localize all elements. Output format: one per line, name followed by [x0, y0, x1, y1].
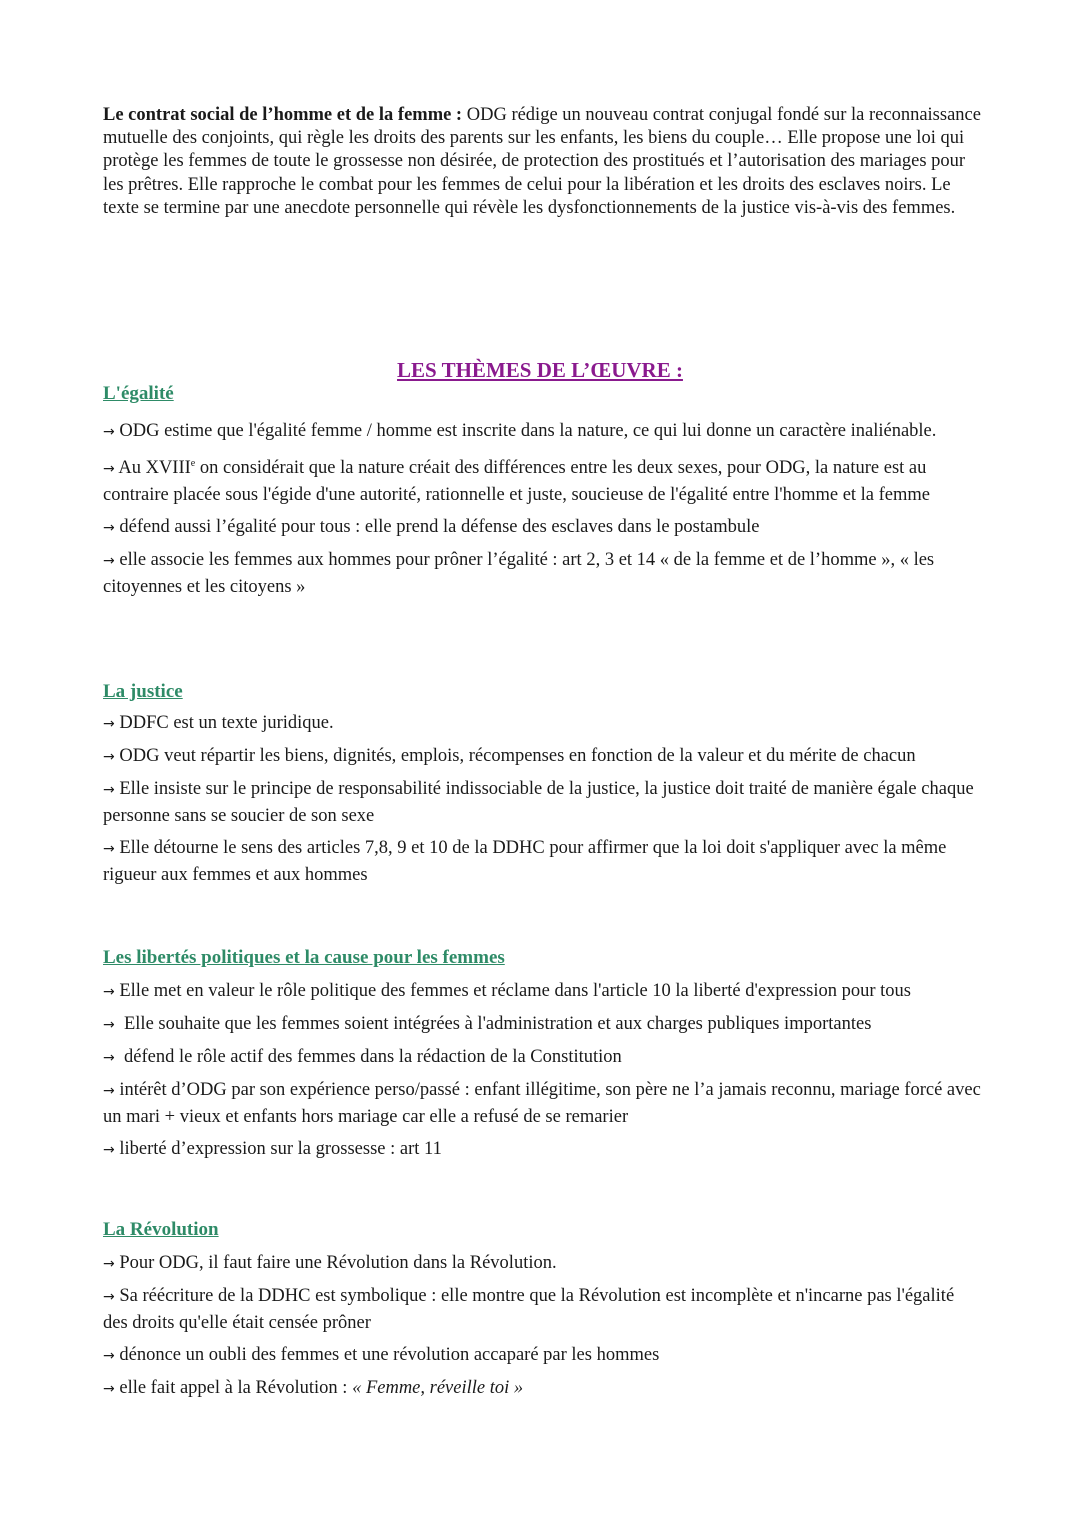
section-revolution — [103, 1250, 983, 1408]
section-libertes — [103, 978, 983, 1169]
intro-heading: Le contrat social de l’homme et de la femme : — [103, 105, 463, 125]
arrow-icon: → — [103, 841, 115, 857]
list-item: → dénonce un oubli des femmes et une révolution accaparé par les hommes — [103, 1345, 660, 1365]
intro-text: ODG rédige un nouveau contrat conjugal fondé sur la reconnaissance mutuelle des conjoints, qui règle les droits des parents sur les enfants, les biens du couple… Elle propose une loi qui protège les femmes de toute le grossesse non désirée, de protection des prostitués et l’autorisation des mariages pour les prêtres. Elle rapproche le combat pour les femmes de celui pour la libération et les droits des esclaves noirs. Le texte se termine par une anecdote personnelle qui révèle les dysfonctionnements de la justice vis-à-vis des femmes. — [103, 105, 981, 218]
arrow-icon: → — [103, 1017, 115, 1033]
section-egalite — [103, 418, 983, 606]
arrow-icon: → — [103, 461, 115, 478]
section-justice — [103, 710, 983, 894]
list-item: → Elle insiste sur le principe de responsabilité indissociable de la justice, la justice doit traité de manière égale chaque personne sans se soucier de son sexe — [103, 779, 974, 826]
arrow-icon: → — [103, 1381, 115, 1397]
section-title-egalite: L'égalité — [103, 383, 174, 404]
list-item: → Elle met en valeur le rôle politique des femmes et réclame dans l'article 10 la liberté d'expression pour tous — [103, 981, 911, 1001]
list-item: → intérêt d’ODG par son expérience perso/passé : enfant illégitime, son père ne l’a jamais reconnu, mariage forcé avec un mari + vieux et enfants hors mariage car elle a refusé de se remarier — [103, 1080, 981, 1127]
list-item: → défend le rôle actif des femmes dans la rédaction de la Constitution — [103, 1047, 622, 1067]
arrow-icon: → — [103, 1348, 115, 1364]
list-item: → Au XVIIIe on considérait que la nature créait des différences entre les deux sexes, pour ODG, la nature est au contraire placée sous l'égide d'une autorité, rationnelle et juste, soucieuse de l'égalité entre l'homme et la femme — [103, 458, 931, 506]
arrow-icon: → — [103, 1256, 115, 1272]
arrow-icon: → — [103, 1289, 115, 1305]
list-item: → DDFC est un texte juridique. — [103, 713, 334, 733]
quote: « Femme, réveille toi » — [352, 1378, 524, 1398]
page-title: LES THÈMES DE L’ŒUVRE : — [397, 358, 683, 382]
arrow-icon: → — [103, 1142, 115, 1158]
list-item: → liberté d’expression sur la grossesse : art 11 — [103, 1139, 442, 1159]
list-item: → Pour ODG, il faut faire une Révolution dans la Révolution. — [103, 1253, 557, 1273]
list-item: → elle associe les femmes aux hommes pour prôner l’égalité : art 2, 3 et 14 « de la femme et de l’homme », « les citoyennes et les citoyens » — [103, 550, 935, 598]
arrow-icon: → — [103, 984, 115, 1000]
arrow-icon: → — [103, 424, 115, 440]
arrow-icon: → — [103, 1050, 115, 1066]
arrow-icon: → — [103, 749, 115, 765]
section-title-justice: La justice — [103, 681, 183, 702]
list-item: → ODG estime que l'égalité femme / homme est inscrite dans la nature, ce qui lui donne un caractère inaliénable. — [103, 421, 937, 441]
arrow-icon: → — [103, 520, 115, 537]
list-item: → ODG veut répartir les biens, dignités, emplois, récompenses en fonction de la valeur et du mérite de chacun — [103, 746, 916, 766]
arrow-icon: → — [103, 1083, 115, 1099]
arrow-icon: → — [103, 553, 115, 570]
list-item: → Sa réécriture de la DDHC est symbolique : elle montre que la Révolution est incomplète et n'incarne pas l'égalité des droits qu'elle était censée prôner — [103, 1286, 955, 1333]
section-title-revolution: La Révolution — [103, 1219, 219, 1240]
intro-paragraph — [103, 104, 983, 220]
list-item: → elle fait appel à la Révolution : « Femme, réveille toi » — [103, 1378, 524, 1398]
list-item: → Elle détourne le sens des articles 7,8, 9 et 10 de la DDHC pour affirmer que la loi doit s'appliquer avec la même rigueur aux femmes et aux hommes — [103, 838, 947, 885]
list-item: → Elle souhaite que les femmes soient intégrées à l'administration et aux charges publiques importantes — [103, 1014, 872, 1034]
list-item: → défend aussi l’égalité pour tous : elle prend la défense des esclaves dans le postambule — [103, 517, 760, 538]
arrow-icon: → — [103, 716, 115, 732]
arrow-icon: → — [103, 782, 115, 798]
section-title-libertes: Les libertés politiques et la cause pour les femmes — [103, 947, 505, 968]
